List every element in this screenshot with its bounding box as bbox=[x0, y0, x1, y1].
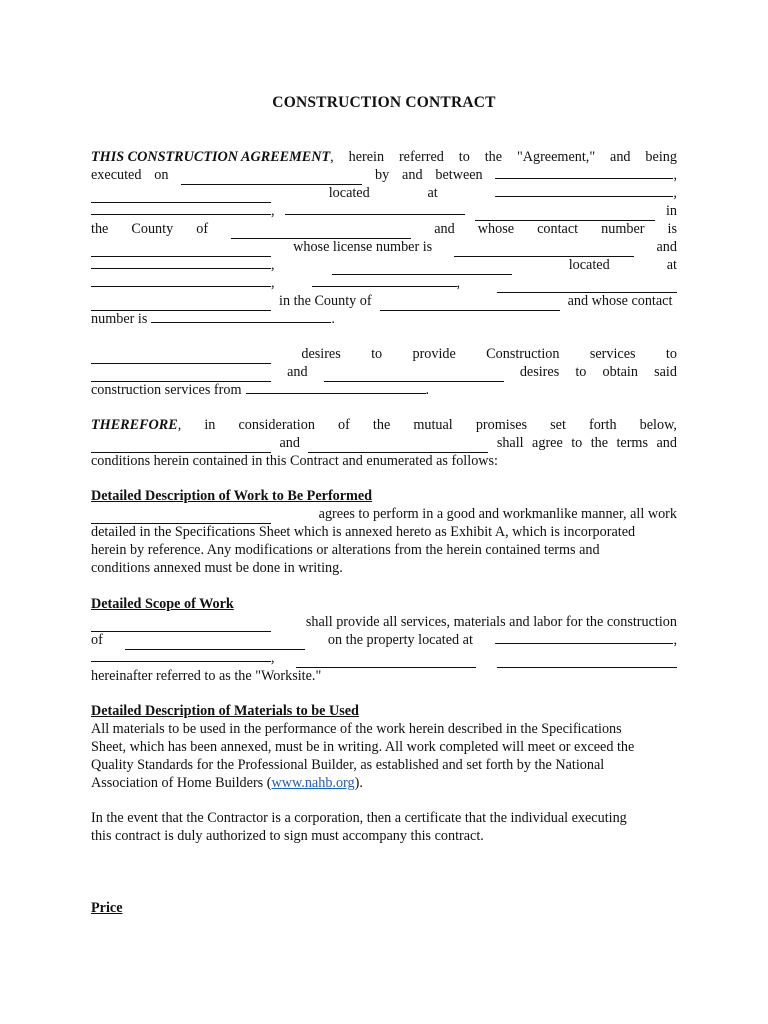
intro-line-5: the County of and whose contact number is bbox=[91, 221, 677, 238]
property-address-blank[interactable] bbox=[495, 630, 673, 644]
party-two-county-blank[interactable] bbox=[380, 297, 560, 311]
scope-line-3: , bbox=[91, 650, 677, 668]
party-two-city-blank[interactable] bbox=[312, 273, 457, 287]
corporation-line-2: this contract is duly authorized to sign must accompany this contract. bbox=[91, 828, 484, 844]
therefore-party-one-blank[interactable] bbox=[91, 439, 271, 453]
party-two-state-blank[interactable] bbox=[497, 279, 677, 293]
provide-line-2: and desires to obtain said bbox=[91, 364, 677, 382]
scope-heading: Detailed Scope of Work bbox=[91, 596, 234, 612]
party-two-blank[interactable] bbox=[91, 255, 271, 269]
work-line-4: conditions annexed must be done in writing. bbox=[91, 560, 343, 576]
work-heading: Detailed Description of Work to Be Performed bbox=[91, 488, 373, 504]
property-zip-blank[interactable] bbox=[497, 654, 677, 668]
work-line-1: agrees to perform in a good and workmanlike manner, all work bbox=[91, 506, 677, 524]
execution-date-blank[interactable] bbox=[181, 171, 362, 185]
party-one-address-blank[interactable] bbox=[495, 183, 673, 197]
intro-line-3: located at , bbox=[91, 185, 677, 203]
contractor-blank[interactable] bbox=[91, 350, 271, 364]
street-blank[interactable] bbox=[91, 201, 271, 215]
state-blank[interactable] bbox=[475, 207, 655, 221]
party-one-blank[interactable] bbox=[495, 165, 673, 179]
license-number-blank[interactable] bbox=[454, 243, 634, 257]
work-line-3: herein by reference. Any modifications or alterations from the herein contained terms and bbox=[91, 542, 600, 558]
scope-line-1: shall provide all services, materials and labor for the construction bbox=[91, 614, 677, 632]
materials-line-1: All materials to be used in the performance of the work herein described in the Specifications bbox=[91, 721, 622, 737]
therefore-line-1: THEREFORE, in consideration of the mutual promises set forth below, bbox=[91, 417, 677, 434]
city-blank[interactable] bbox=[285, 201, 465, 215]
intro-line-8: , , bbox=[91, 275, 677, 293]
therefore-lead: THEREFORE bbox=[91, 417, 178, 434]
intro-line-7: , located at bbox=[91, 257, 677, 275]
scope-line-2: of on the property located at , bbox=[91, 632, 677, 649]
therefore-line-3: conditions herein contained in this Contract and enumerated as follows: bbox=[91, 453, 498, 469]
agreement-lead: THIS CONSTRUCTION AGREEMENT bbox=[91, 149, 331, 166]
intro-line-9: in the County of and whose contact bbox=[91, 293, 677, 311]
work-line-2: detailed in the Specifications Sheet which is annexed hereto as Exhibit A, which is incorporated bbox=[91, 524, 636, 540]
owner-blank[interactable] bbox=[91, 368, 271, 382]
provide-line-3: construction services from . bbox=[91, 382, 430, 399]
scope-line-4: hereinafter referred to as the "Worksite." bbox=[91, 668, 322, 684]
county-blank[interactable] bbox=[231, 225, 411, 239]
materials-line-3: Quality Standards for the Professional Builder, as established and set forth by the National bbox=[91, 757, 605, 773]
scope-contractor-blank[interactable] bbox=[91, 618, 271, 632]
services-from-blank[interactable] bbox=[246, 380, 426, 394]
materials-line-2: Sheet, which has been annexed, must be in writing. All work completed will meet or exceed the bbox=[91, 739, 635, 755]
intro-line-6: whose license number is and bbox=[91, 239, 677, 257]
page-title: CONSTRUCTION CONTRACT bbox=[272, 94, 496, 111]
intro-line-10: number is . bbox=[91, 311, 335, 328]
nahb-link[interactable]: www.nahb.org bbox=[271, 775, 355, 791]
intro-line-4: , in bbox=[91, 203, 677, 221]
party-two-contact-blank[interactable] bbox=[151, 309, 331, 323]
corporation-line-1: In the event that the Contractor is a corporation, then a certificate that the individual executing bbox=[91, 810, 627, 826]
party-two-street-blank[interactable] bbox=[91, 273, 271, 287]
therefore-party-two-blank[interactable] bbox=[308, 439, 488, 453]
materials-heading: Detailed Description of Materials to be Used bbox=[91, 703, 359, 719]
property-city-blank[interactable] bbox=[91, 648, 271, 662]
work-contractor-blank[interactable] bbox=[91, 510, 271, 524]
intro-line-2: executed on by and between , bbox=[91, 167, 677, 184]
price-heading: Price bbox=[91, 900, 123, 916]
therefore-line-2: and shall agree to the terms and bbox=[91, 435, 677, 453]
property-state-blank[interactable] bbox=[296, 654, 476, 668]
intro-line-1: THIS CONSTRUCTION AGREEMENT, herein referred to the "Agreement," and being bbox=[91, 149, 677, 166]
provide-line-1: desires to provide Construction services to bbox=[91, 346, 677, 364]
materials-line-4: Association of Home Builders (www.nahb.org). bbox=[91, 775, 363, 791]
